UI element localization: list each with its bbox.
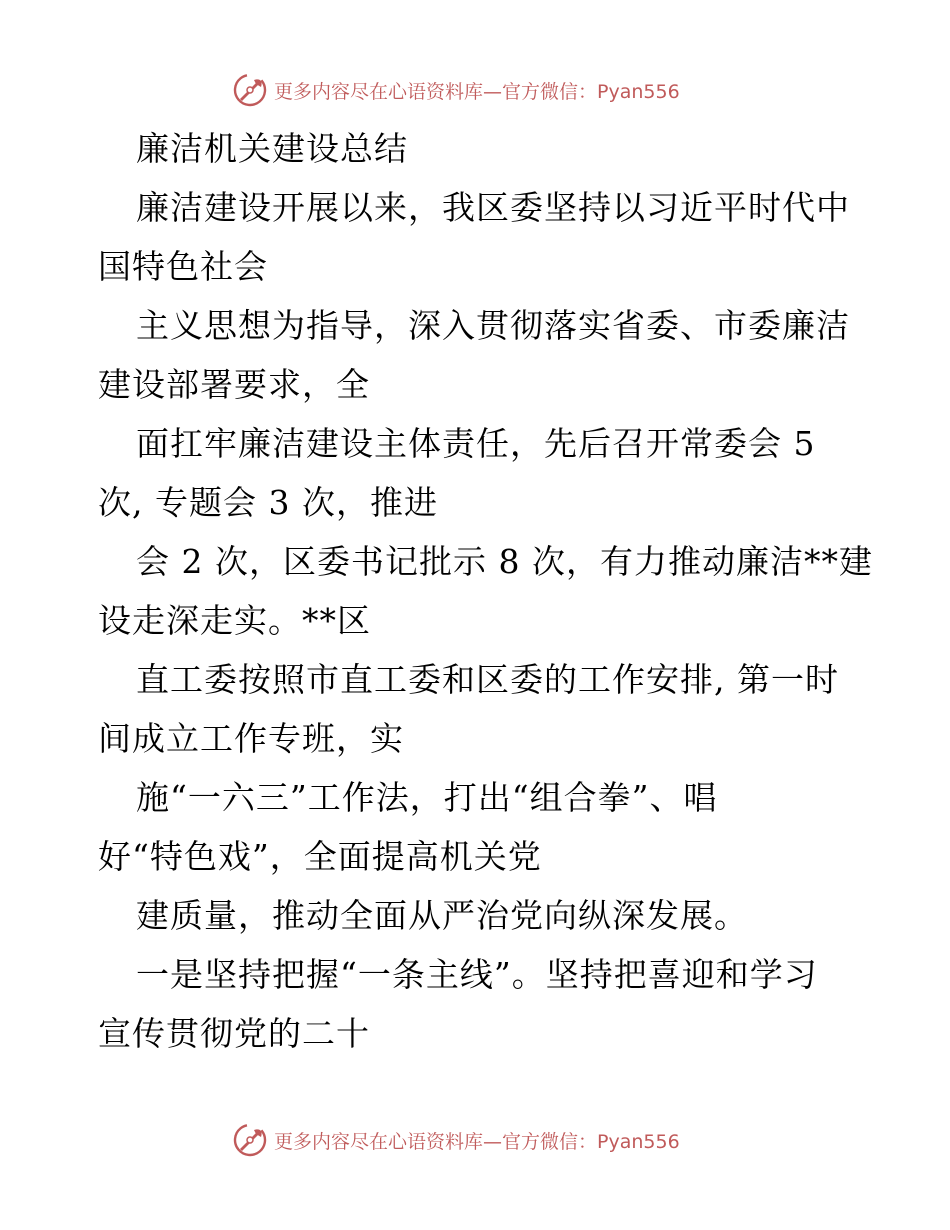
paragraph-line: 一是坚持把握“一条主线”。坚持把喜迎和学习 [136,955,818,994]
paragraph-line: 宣传贯彻党的二十 [98,1014,370,1053]
paragraph-line: 面扛牢廉洁建设主体责任，先后召开常委会 5 [136,424,816,463]
quill-pen-logo-icon [232,1122,268,1158]
paragraph-line: 廉洁建设开展以来，我区委坚持以习近平时代中 [136,188,850,227]
paragraph-line: 施“一六三”工作法，打出“组合拳”、唱 [136,778,718,817]
paragraph-line: 设走深走实。**区 [98,601,371,640]
quill-pen-logo-icon [232,72,268,108]
paragraph-line: 直工委按照市直工委和区委的工作安排, 第一时 [136,660,839,699]
paragraph-line: 会 2 次，区委书记批示 8 次，有力推动廉洁**建 [136,542,873,581]
paragraph-line: 国特色社会 [98,247,268,286]
paragraph-line: 主义思想为指导，深入贯彻落实省委、市委廉洁 [136,306,850,345]
paragraph-line: 建设部署要求，全 [98,365,370,404]
paragraph-line: 次, 专题会 3 次，推进 [98,483,438,522]
document-body [98,124,873,1068]
paragraph-line: 建质量，推动全面从严治党向纵深发展。 [136,896,748,935]
watermark-text: 更多内容尽在心语资料库—官方微信：Pyan556 [274,80,680,103]
paragraph-line: 间成立工作专班，实 [98,719,404,758]
document-title: 廉洁机关建设总结 [136,129,408,168]
header-watermark [232,72,680,108]
watermark-text: 更多内容尽在心语资料库—官方微信：Pyan556 [274,1130,680,1153]
footer-watermark [232,1122,680,1158]
paragraph-line: 好“特色戏”，全面提高机关党 [98,837,542,876]
